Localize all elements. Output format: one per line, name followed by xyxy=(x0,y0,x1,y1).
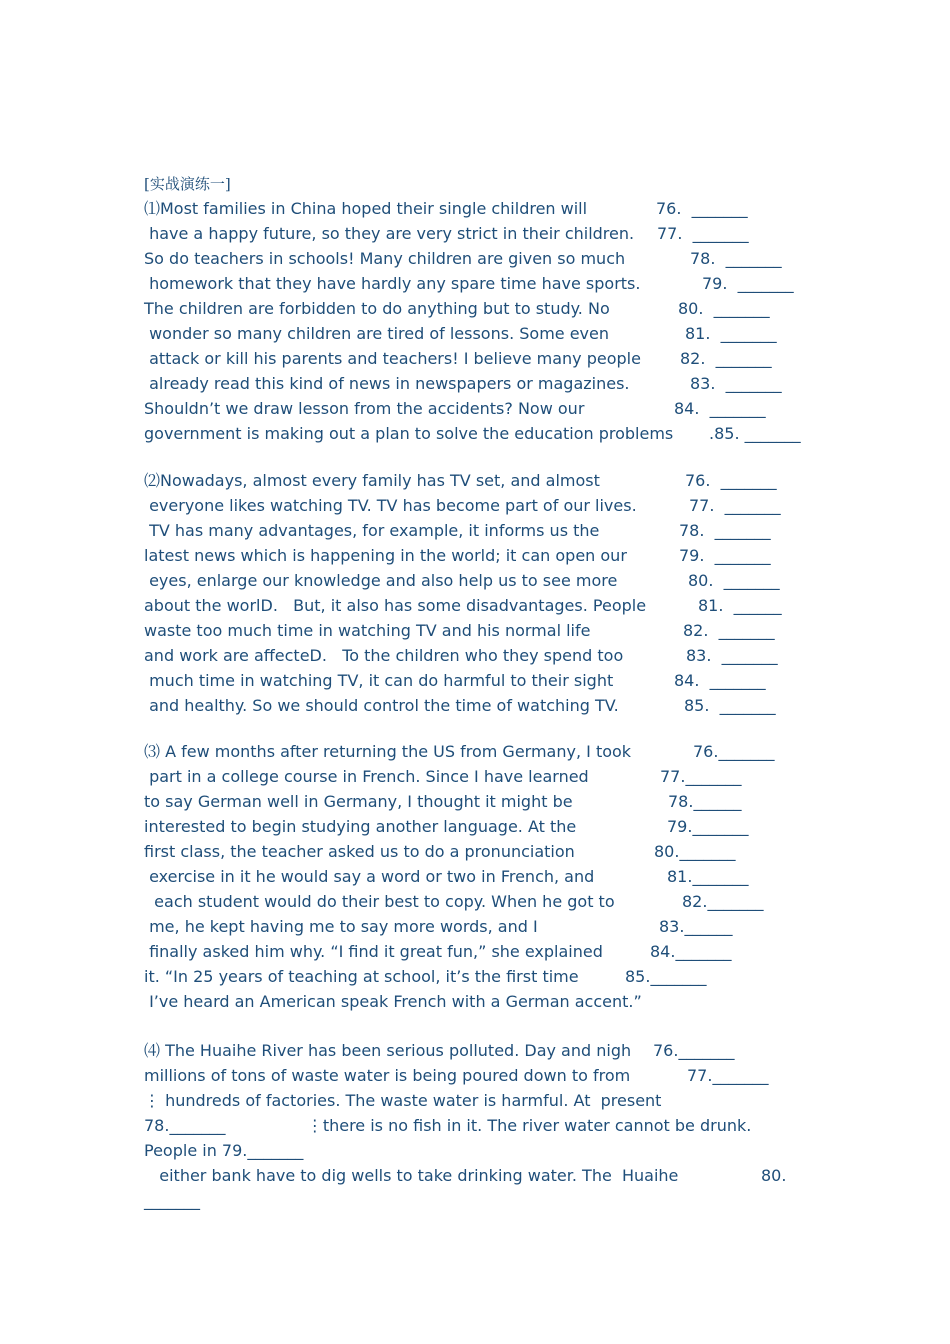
answer-blank: 82. _______ xyxy=(683,621,775,640)
answer-blank: 82._______ xyxy=(682,892,764,911)
passage-2-line xyxy=(144,670,844,694)
line-text: attack or kill his parents and teachers! I believe many people xyxy=(144,349,641,368)
answer-blank: 81. ______ xyxy=(698,596,782,615)
passage-2-line xyxy=(144,645,844,669)
answer-blank: 76._______ xyxy=(693,742,775,761)
passage-3-line xyxy=(144,966,844,990)
passage-3-line xyxy=(144,991,844,1015)
passage-3-line xyxy=(144,841,844,865)
line-text: wonder so many children are tired of lessons. Some even xyxy=(144,324,609,343)
line-text: Shouldn’t we draw lesson from the accidents? Now our xyxy=(144,399,585,418)
answer-blank: 84. _______ xyxy=(674,399,766,418)
passage-3-line xyxy=(144,766,844,790)
answer-blank: 83. _______ xyxy=(686,646,778,665)
line-text: TV has many advantages, for example, it informs us the xyxy=(144,521,600,540)
answer-blank: 85. _______ xyxy=(684,696,776,715)
passage-1-line xyxy=(144,198,844,222)
passage-4-line xyxy=(144,1090,844,1114)
passage-1-line xyxy=(144,223,844,247)
passage-4-line xyxy=(144,1040,844,1064)
passage-1-line xyxy=(144,373,844,397)
line-text: ⋮ hundreds of factories. The waste water is harmful. At present xyxy=(144,1091,662,1110)
answer-blank: 81._______ xyxy=(667,867,749,886)
answer-blank: 82. _______ xyxy=(680,349,772,368)
line-text: and work are affecteD. To the children who they spend too xyxy=(144,646,624,665)
line-text: each student would do their best to copy. When he got to xyxy=(144,892,615,911)
passage-4-line xyxy=(144,1065,844,1089)
passage-2-line xyxy=(144,545,844,569)
line-text: ⑶ A few months after returning the US from Germany, I took xyxy=(144,742,632,761)
answer-blank: 85._______ xyxy=(625,967,707,986)
answer-blank: 78.______ xyxy=(668,792,742,811)
line-text: finally asked him why. “I find it great fun,” she explained xyxy=(144,942,603,961)
answer-blank: 76._______ xyxy=(653,1041,735,1060)
passage-2-line xyxy=(144,595,844,619)
exercise-title: [实战演练一] xyxy=(144,175,231,193)
line-text: already read this kind of news in newspapers or magazines. xyxy=(144,374,630,393)
answer-blank: 77._______ xyxy=(687,1066,769,1085)
passage-3-line xyxy=(144,916,844,940)
line-text: 78._______ ⋮there is no fish in it. The river water cannot be drunk. xyxy=(144,1116,752,1135)
answer-blank: 78. _______ xyxy=(690,249,782,268)
line-text: interested to begin studying another language. At the xyxy=(144,817,577,836)
answer-blank: 77._______ xyxy=(660,767,742,786)
passage-2-line xyxy=(144,520,844,544)
answer-blank: 79. _______ xyxy=(702,274,794,293)
answer-blank: 81. _______ xyxy=(685,324,777,343)
passage-2-line xyxy=(144,570,844,594)
passage-4-line xyxy=(144,1165,844,1189)
line-text: eyes, enlarge our knowledge and also help us to see more xyxy=(144,571,618,590)
answer-blank: 79. _______ xyxy=(679,546,771,565)
line-text: millions of tons of waste water is being poured down to from xyxy=(144,1066,631,1085)
line-text: I’ve heard an American speak French with a German accent.” xyxy=(144,992,642,1011)
passage-2-line xyxy=(144,695,844,719)
passage-3-line xyxy=(144,816,844,840)
line-text: me, he kept having me to say more words, and I xyxy=(144,917,538,936)
answer-blank: 83. _______ xyxy=(690,374,782,393)
passage-3-line xyxy=(144,891,844,915)
passage-1-line xyxy=(144,248,844,272)
line-text: ⑴Most families in China hoped their single children will xyxy=(144,199,588,218)
answer-blank: 76. _______ xyxy=(685,471,777,490)
line-text: first class, the teacher asked us to do a pronunciation xyxy=(144,842,575,861)
passage-3-line xyxy=(144,866,844,890)
passage-1-line xyxy=(144,423,844,447)
answer-blank: 84._______ xyxy=(650,942,732,961)
line-text: government is making out a plan to solve the education problems xyxy=(144,424,674,443)
line-text: The children are forbidden to do anything but to study. No xyxy=(144,299,610,318)
passage-1-line xyxy=(144,348,844,372)
line-text: part in a college course in French. Since I have learned xyxy=(144,767,589,786)
answer-blank: 83.______ xyxy=(659,917,733,936)
line-text: latest news which is happening in the world; it can open our xyxy=(144,546,627,565)
answer-blank: 80._______ xyxy=(654,842,736,861)
passage-3-line xyxy=(144,791,844,815)
passage-2-line xyxy=(144,470,844,494)
line-text: about the worlD. But, it also has some disadvantages. People xyxy=(144,596,647,615)
passage-1-line xyxy=(144,323,844,347)
answer-blank: 80. _______ xyxy=(678,299,770,318)
passage-1-line xyxy=(144,298,844,322)
line-text: everyone likes watching TV. TV has become part of our lives. xyxy=(144,496,637,515)
passage-3-line xyxy=(144,741,844,765)
answer-blank: 80. _______ xyxy=(688,571,780,590)
line-text: to say German well in Germany, I thought it might be xyxy=(144,792,573,811)
passage-2-line xyxy=(144,620,844,644)
answer-blank: 80. xyxy=(761,1166,787,1185)
passage-4-line xyxy=(144,1190,844,1214)
answer-blank: 78. _______ xyxy=(679,521,771,540)
passage-1-line xyxy=(144,273,844,297)
line-text: waste too much time in watching TV and his normal life xyxy=(144,621,591,640)
line-text: exercise in it he would say a word or two in French, and xyxy=(144,867,595,886)
answer-blank: 84. _______ xyxy=(674,671,766,690)
line-text: So do teachers in schools! Many children are given so much xyxy=(144,249,626,268)
line-text: and healthy. So we should control the time of watching TV. xyxy=(144,696,619,715)
line-text: _______ xyxy=(144,1191,200,1210)
passage-4-line xyxy=(144,1115,844,1139)
passage-2-line xyxy=(144,495,844,519)
line-text: People in 79._______ xyxy=(144,1141,304,1160)
line-text: much time in watching TV, it can do harmful to their sight xyxy=(144,671,614,690)
line-text: ⑵Nowadays, almost every family has TV set, and almost xyxy=(144,471,600,490)
line-text: ⑷ The Huaihe River has been serious polluted. Day and nigh xyxy=(144,1041,632,1060)
answer-blank: 76. _______ xyxy=(656,199,748,218)
line-text: either bank have to dig wells to take drinking water. The Huaihe xyxy=(144,1166,679,1185)
answer-blank: 77. _______ xyxy=(657,224,749,243)
passage-3-line xyxy=(144,941,844,965)
answer-blank: 79._______ xyxy=(667,817,749,836)
answer-blank: .85. _______ xyxy=(709,424,801,443)
answer-blank: 77. _______ xyxy=(689,496,781,515)
line-text: homework that they have hardly any spare time have sports. xyxy=(144,274,641,293)
line-text: it. “In 25 years of teaching at school, it’s the first time xyxy=(144,967,579,986)
passage-4-line xyxy=(144,1140,844,1164)
passage-1-line xyxy=(144,398,844,422)
line-text: have a happy future, so they are very strict in their children. xyxy=(144,224,635,243)
